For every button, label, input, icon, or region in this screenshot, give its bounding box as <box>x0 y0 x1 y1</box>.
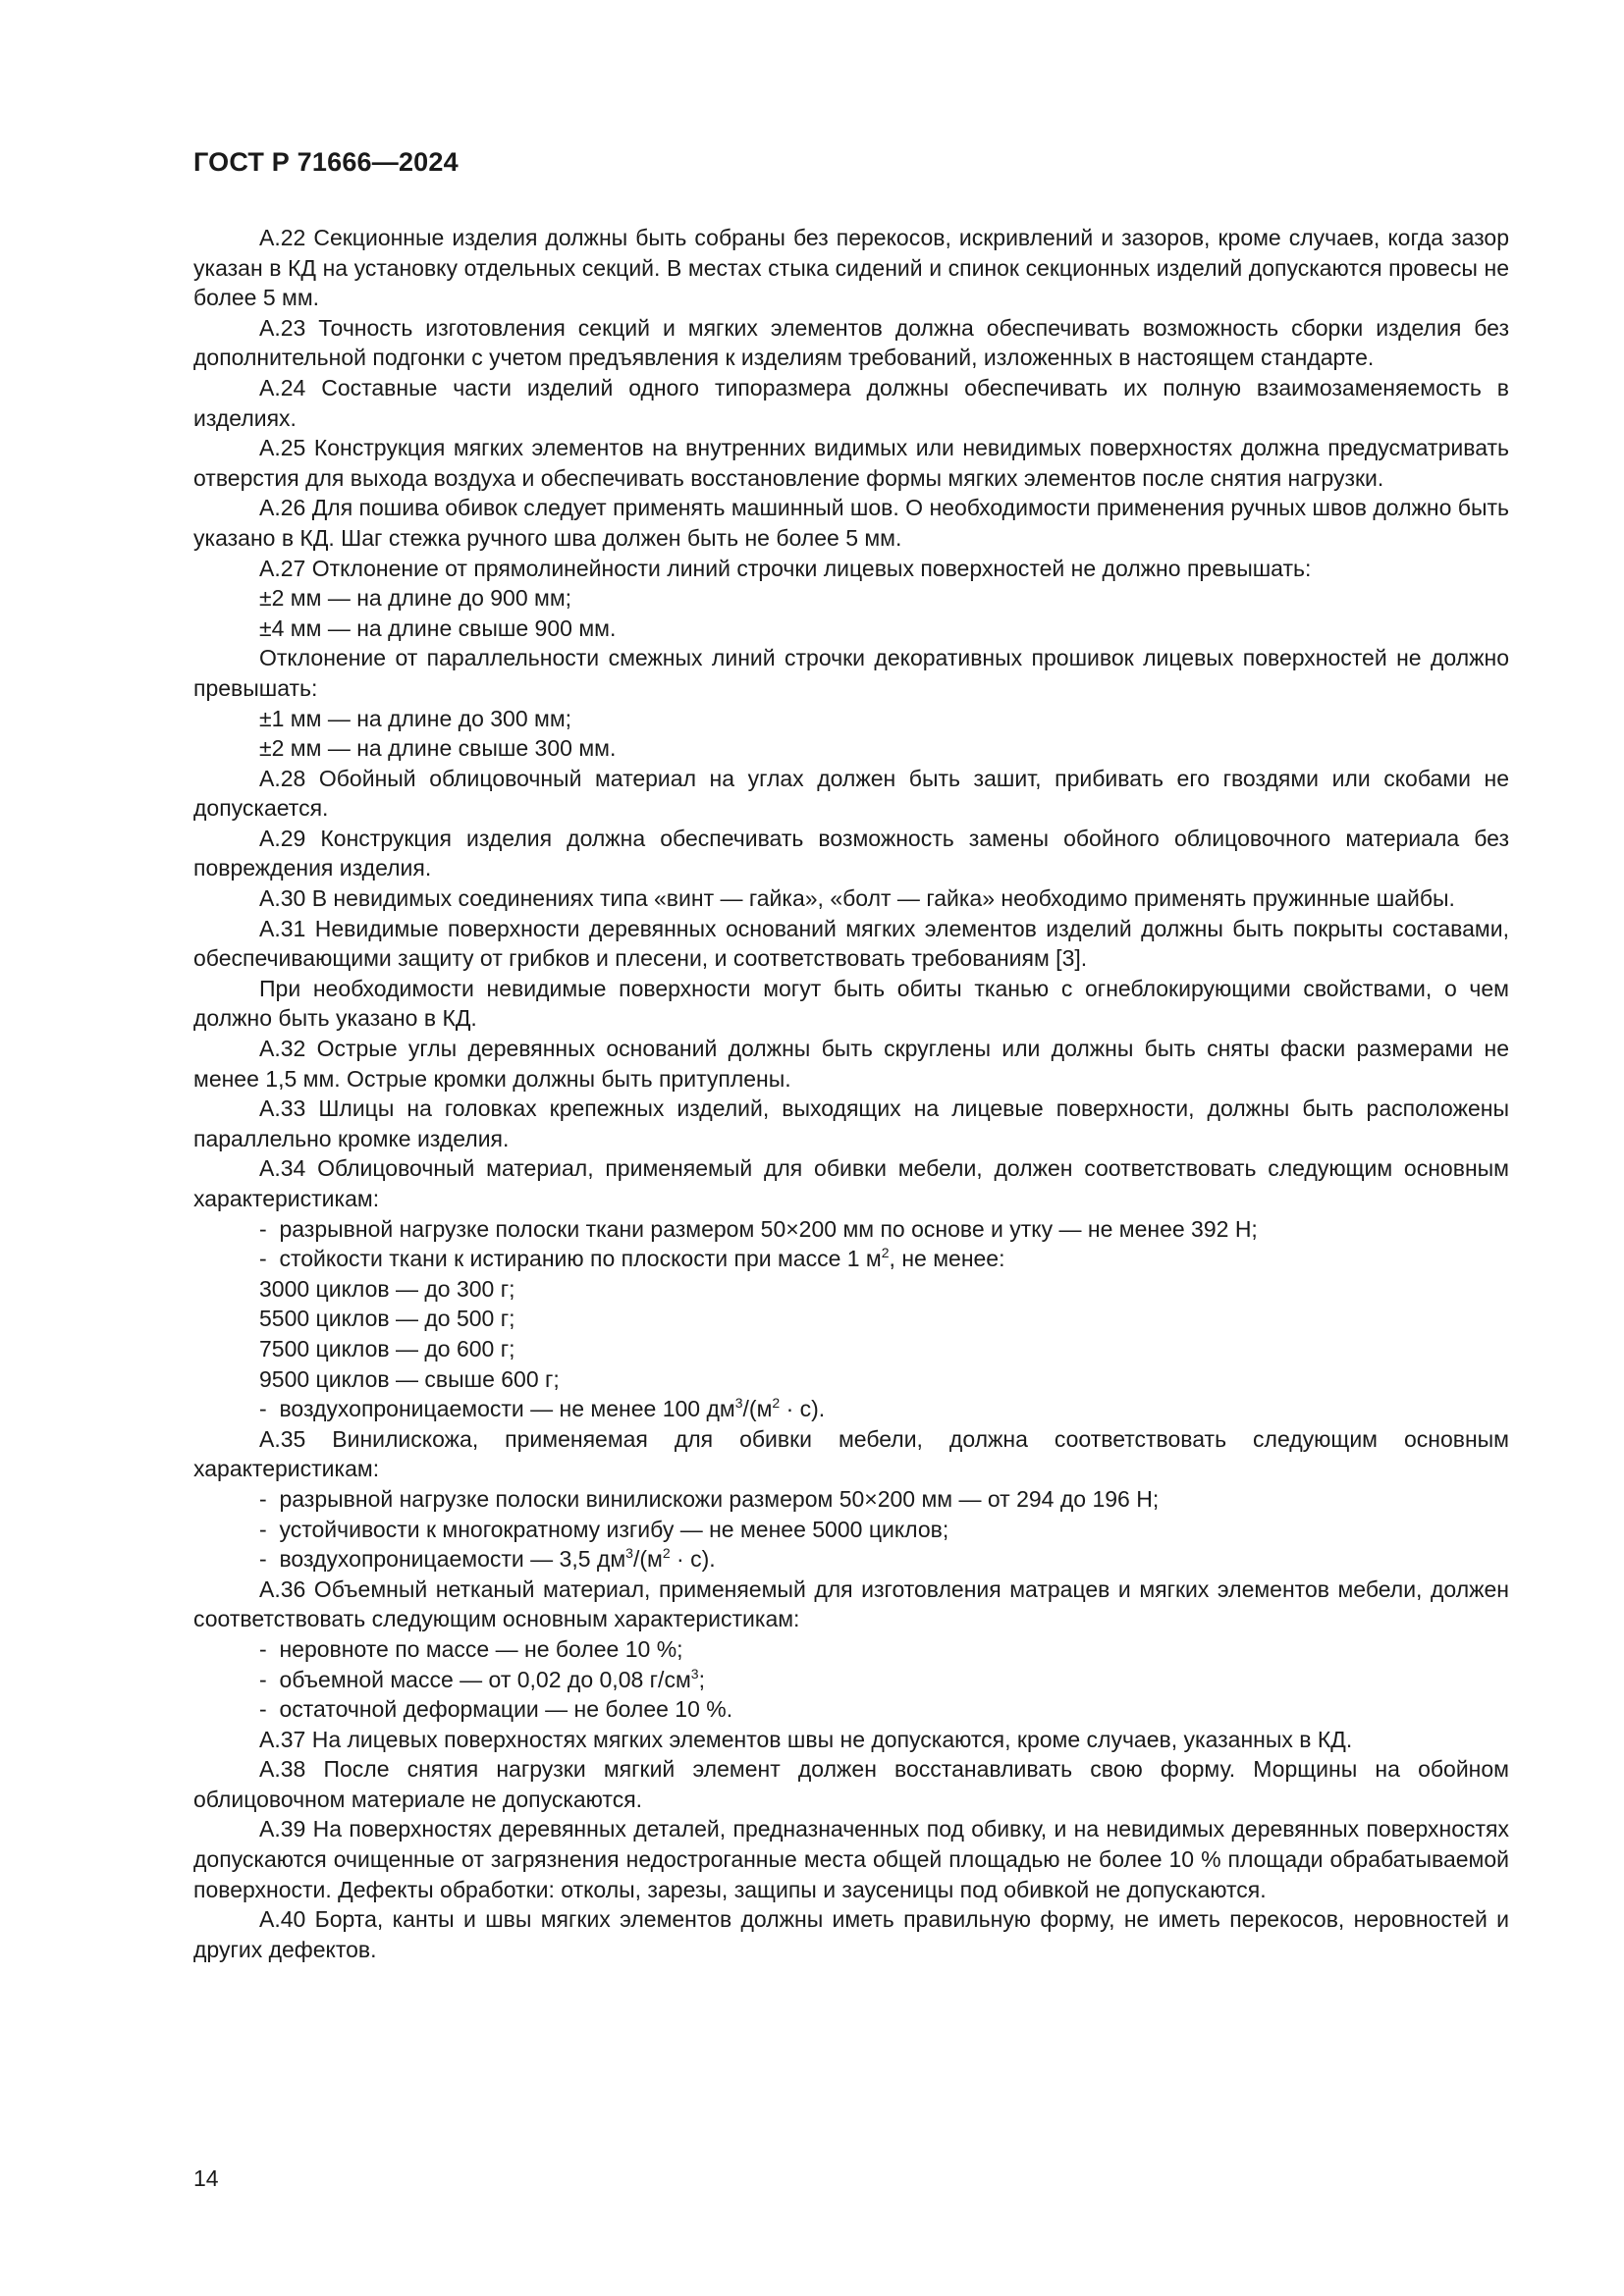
list-item: - разрывной нагрузке полоски винилискожи размером 50×200 мм — от 294 до 196 Н; <box>193 1484 1509 1515</box>
clause-a36: А.36 Объемный нетканый материал, применяемый для изготовления матрацев и мягких элементов мебели, должен соответствовать следующим основным характеристикам: <box>193 1575 1509 1632</box>
list-item: - неровноте по массе — не более 10 %; <box>193 1634 1509 1665</box>
list-item: - воздухопроницаемости — не менее 100 $дм^3/(м^2 \cdot с)$. <box>193 1394 1509 1424</box>
standard-header: ГОСТ Р 71666—2024 <box>193 147 459 177</box>
clause-a27-parallel: Отклонение от параллельности смежных линий строчки декоративных прошивок лицевых поверхностей не должно превышать: <box>193 645 1509 701</box>
cycle-line: 3000 циклов — до 300 г; <box>259 1275 515 1302</box>
list-item: - устойчивости к многократному изгибу — не менее 5000 циклов; <box>193 1515 1509 1545</box>
clause-a39: А.39 На поверхностях деревянных деталей, предназначенных под обивку, и на невидимых деревянных поверхностях допускаются очищенные от загрязнения недостроганные места общей площадью не более 10 % площади обрабатываемой поверхности. Дефекты обработки: отколы, зарезы, защипы и заусеницы под обивкой не допускаются. <box>193 1816 1509 1902</box>
clause-a33: А.33 Шлицы на головках крепежных изделий, выходящих на лицевые поверхности, должны быть расположены параллельно кромке изделия. <box>193 1095 1509 1151</box>
clause-a29: А.29 Конструкция изделия должна обеспечивать возможность замены обойного облицовочного материала без повреждения изделия. <box>193 825 1509 881</box>
list-item: - воздухопроницаемости — 3,5 $дм^3/(м^2 \cdot с)$. <box>193 1544 1509 1575</box>
clause-a35: А.35 Винилискожа, применяемая для обивки мебели, должна соответствовать следующим основным характеристикам: <box>193 1425 1509 1482</box>
clause-a31: А.31 Невидимые поверхности деревянных оснований мягких элементов изделий должны быть покрыты составами, обеспечивающими защиту от грибков и плесени, и соответствовать требованиям [3]. <box>193 915 1509 972</box>
tolerance-line: ±1 мм — на длине до 300 мм; <box>259 705 572 731</box>
clause-a22: А.22 Секционные изделия должны быть собраны без перекосов, искривлений и зазоров, кроме случаев, когда зазор указан в КД на установку отдельных секций. В местах стыка сидений и спинок секционных изделий допускаются провесы не более 5 мм. <box>193 225 1509 311</box>
clause-a28: А.28 Обойный облицовочный материал на углах должен быть зашит, прибивать его гвоздями или скобами не допускается. <box>193 765 1509 822</box>
clause-a40: А.40 Борта, канты и швы мягких элементов должны иметь правильную форму, не иметь перекосов, неровностей и других дефектов. <box>193 1906 1509 1962</box>
list-item: - стойкости ткани к истиранию по плоскости при массе 1 $м^2$, не менее: <box>193 1244 1509 1274</box>
clause-a30: А.30 В невидимых соединениях типа «винт — гайка», «болт — гайка» необходимо применять пружинные шайбы. <box>259 885 1455 912</box>
clause-a31-note: При необходимости невидимые поверхности могут быть обиты тканью с огнеблокирующими свойствами, о чем должно быть указано в КД. <box>193 975 1509 1032</box>
cycle-line: 5500 циклов — до 500 г; <box>259 1306 515 1332</box>
tolerance-line: ±2 мм — на длине свыше 300 мм. <box>259 735 617 762</box>
document-body <box>193 223 1509 1964</box>
clause-a38: А.38 После снятия нагрузки мягкий элемент должен восстанавливать свою форму. Морщины на обойном облицовочном материале не допускаются. <box>193 1756 1509 1812</box>
tolerance-line: ±2 мм — на длине до 900 мм; <box>259 585 572 612</box>
clause-a32: А.32 Острые углы деревянных оснований должны быть скруглены или должны быть сняты фаски размерами не менее 1,5 мм. Острые кромки должны быть притуплены. <box>193 1036 1509 1092</box>
clause-a25: А.25 Конструкция мягких элементов на внутренних видимых или невидимых поверхностях должна предусматривать отверстия для выхода воздуха и обеспечивать восстановление формы мягких элементов после снятия нагрузки. <box>193 435 1509 491</box>
page-number: 14 <box>193 2165 219 2191</box>
cycle-line: 7500 циклов — до 600 г; <box>259 1335 515 1362</box>
list-item: - остаточной деформации — не более 10 %. <box>193 1694 1509 1725</box>
clause-a23: А.23 Точность изготовления секций и мягких элементов должна обеспечивать возможность сборки изделия без дополнительной подгонки с учетом предъявления к изделиям требований, изложенных в настоящем стандарте. <box>193 314 1509 371</box>
list-item: - разрывной нагрузке полоски ткани размером 50×200 мм по основе и утку — не менее 392 Н; <box>193 1214 1509 1245</box>
clause-a37: А.37 На лицевых поверхностях мягких элементов швы не допускаются, кроме случаев, указанных в КД. <box>259 1726 1353 1752</box>
clause-a34: А.34 Облицовочный материал, применяемый для обивки мебели, должен соответствовать следующим основным характеристикам: <box>193 1155 1509 1211</box>
clause-a24: А.24 Составные части изделий одного типоразмера должны обеспечивать их полную взаимозаменяемость в изделиях. <box>193 374 1509 431</box>
clause-a26: А.26 Для пошива обивок следует применять машинный шов. О необходимости применения ручных швов должно быть указано в КД. Шаг стежка ручного шва должен быть не более 5 мм. <box>193 495 1509 551</box>
tolerance-line: ±4 мм — на длине свыше 900 мм. <box>259 614 617 641</box>
list-item: - объемной массе — от 0,02 до 0,08 $г/см^3$; <box>193 1665 1509 1695</box>
clause-a27: А.27 Отклонение от прямолинейности линий строчки лицевых поверхностей не должно превышать: <box>259 555 1312 581</box>
cycle-line: 9500 циклов — свыше 600 г; <box>259 1365 560 1392</box>
